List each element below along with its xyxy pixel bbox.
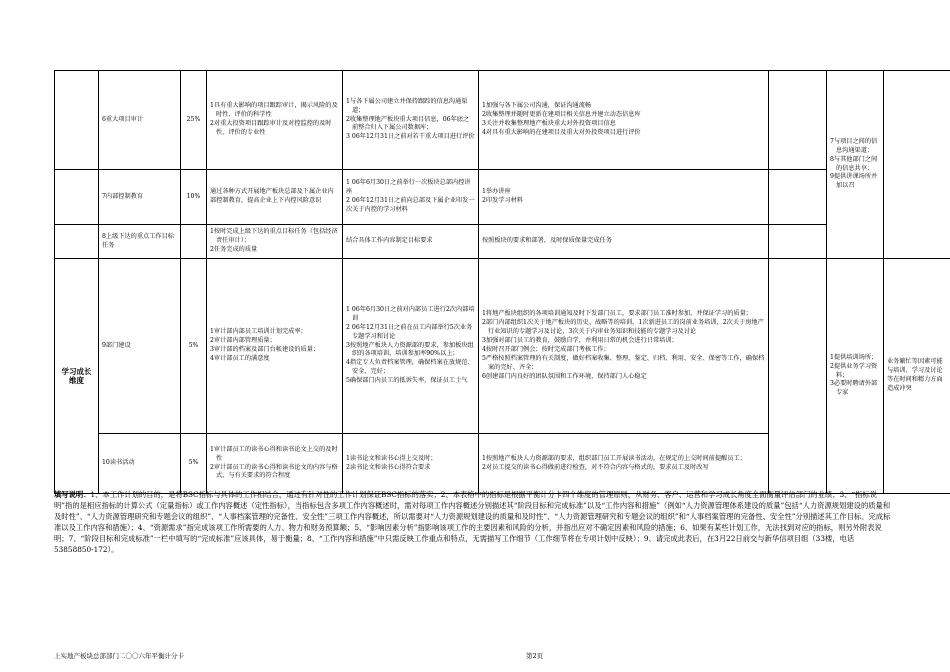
steps-cell: 1加强与各下属公司沟通，保证沟通流畅 2收集整理并随时更新在建项目相关信息并建立动态信息库 3关注并收集整理地产板块重大对外投资项目信息 4对具有重大影响的在建项目及重大对外投资项目进行评价 — [479, 71, 769, 170]
content-cell: 1 06年6月30日之前举行一次板块总部内控讲座 2 06年12月31日之前向总部及下属企业印发一次关于内控的学习材料 — [343, 170, 479, 225]
weight-cell: 25% — [181, 71, 207, 170]
target-cell: 通过各种方式开展地产板块总部及下属企业内部控制教育，提高企业上下内控风险意识 — [207, 170, 343, 225]
footer-title: 上实地产板块总部部门二〇〇六年平衡计分卡 — [54, 652, 184, 660]
empty-cell — [769, 259, 827, 494]
item-cell: 7内部控制教育 — [99, 170, 181, 225]
table-row — [55, 170, 950, 225]
table-row — [55, 71, 950, 170]
weight-cell: 5% — [181, 259, 207, 434]
content-cell: 结合具体工作内容制定目标要求 — [343, 225, 479, 259]
resource-cell: 1提供培训场所； 2提供业务学习资料； 3必要时聘请外部专家 — [827, 259, 884, 494]
bsc-table — [54, 70, 950, 494]
content-cell: 1读书论文和读书心得上交及时； 2读书论文和读书心得符合要求 — [343, 434, 479, 494]
dimension-cell — [55, 170, 99, 225]
page-number: 第2页 — [526, 652, 544, 660]
instructions-text: 1、本工作计划的目的，是将BSC指标与具体的工作相结合，通过有针对性的工作计划保证BSC指标的落实；2、本表格中的指标是根据平衡计分卡四个维度的管理原则，从财务、客户、运营和学习成长角度全面衡量评估部门的业绩；3、“指标说明”指的是相应指标的计算公式（定量指标）或工作内容概述（定性指标），当指标包含多项工作内容概述时，需对每项工作内容概述分别描述其“阶段目标和完成标准”以及“工作内容和措施”（例如“人力资源管理体系建设的质量”包括“人力资源规划建设的质量和及时性”、“人力资源管理研究和专题会议的组织”、“人事档案管理的完备性、安全性”三项工作内容概述，所以需要对“人力资源规划建设的质量和及时性”、“人力资源管理研究和专题会议的组织”和“人事档案管理的完备性、安全性”分别描述其工作目标、完成标准以及工作内容和措施）；4、“资源需求”指完成该项工作所需要的人力、物力和财务预算额；5、“影响因素分析”指影响该项工作的主要因素和风险的分析，并指出应对不确定因素和风险的措施；6、如果有某些计划工作，无法找到对应的指标，则另外附表说明；7、“阶段目标和完成标准”一栏中填写的“完成标准”应该具体，易于衡量；8、“工作内容和措施”中只需反映工作重点和特点，无需描写工作细节（工作细节将在专项计划中反映）；9、请完成此表后，在3月22日前交与新华信项目组（33楼，电话53858850-172）。 — [54, 490, 891, 554]
risk-cell — [884, 71, 950, 259]
dimension-cell — [55, 71, 99, 170]
empty-cell — [769, 170, 827, 225]
item-cell: 8上级下达的重点工作目标任务 — [99, 225, 181, 259]
dimension-label: 学习成长维度 — [55, 259, 99, 494]
steps-cell: 1将地产板块组织的各项培训通知及时下发部门员工，要求部门员工准时参加，并保证学习的质量； 2部门内部组织1次关于地产板块的历史、战略等的培训，1次新进员工的岗前业务培训，2次关于房地产行业知识的专题学习及讨论，3次关于内审业务知识和技能的专题学习及讨论 3加强对部门员工的教育，鼓励自学，并利用日常的机会进行日常培训； 4按时召开部门例会；按时完成部门考核工作； 5严格按照档案管理的有关制度，做好档案收集、整理、鉴定、归档、利用、安全、保密等工作，确保档案的完好、齐全； 6创建部门内良好的团队氛围和工作环境，保持部门人心稳定 — [479, 259, 769, 434]
target-cell: 1按时完成上级下达的重点目标任务（包括经济责任审计）； 2任务完成的质量 — [207, 225, 343, 259]
weight-cell: 10% — [181, 170, 207, 225]
risk-cell: 业务繁忙等因素可能与培训、学习及讨论等在时间和精力方面造成冲突 — [884, 259, 950, 494]
content-cell: 1与各下属公司建立并保持跟踪的信息沟通渠道； 2收集整理地产板块重大项目信息，06年底之前整合归入下属公司数据库； 3 06年12月31日之前对若干重大项目进行评价 — [343, 71, 479, 170]
table-row — [55, 225, 950, 259]
dimension-cell — [55, 225, 99, 259]
weight-cell: 5% — [181, 434, 207, 494]
content-cell: 1 06年6月30日之前对内部员工进行2次内部培训 2 06年12月31日之前在员工内部举行5次业务专题学习和讨论 3按照地产板块人力资源部的要求，参加板块组织的各项培训，培训参加率90%以上； 4指定专人负责档案管理，确保档案在放规范、安全、完好； 5确保部门内员工的抵诉失率，保证员工士气 — [343, 259, 479, 434]
instructions — [54, 490, 893, 556]
weight-cell — [181, 225, 207, 259]
resource-cell: 7与项目之间的信息沟通渠道； 8与其他部门之间的信息共享； 9提供讲课场所并加以召 — [827, 71, 884, 259]
table-row — [55, 259, 950, 434]
instructions-label: 填写说明： — [54, 490, 91, 499]
target-cell: 1审计部内部员工培训计划完成率； 2审计部内部管理质量； 3审计部的档案及部门台帐建设的质量； 4审计部员工的满意度 — [207, 259, 343, 434]
steps-cell: 按照板块的要求和部署，及时保质保量完成任务 — [479, 225, 769, 259]
item-cell: 6重大项目审计 — [99, 71, 181, 170]
empty-cell — [769, 71, 827, 170]
steps-cell: 1举办讲座 2印发学习材料 — [479, 170, 769, 225]
target-cell: 1具有重大影响的项目跟踪审计，揭示风险的及时性、评价的科学性 2对重大投资项目跟踪审计及对控监控的及时性、评价的专业性 — [207, 71, 343, 170]
empty-cell — [769, 225, 827, 259]
target-cell: 1审计部员工的读书心得和读书论文上交的及时性 2审计部员工的读书心得和读书论文的内容与格式，与有关要求的符合程度 — [207, 434, 343, 494]
item-cell: 10读书活动 — [99, 434, 181, 494]
item-cell: 9部门建设 — [99, 259, 181, 434]
steps-cell: 1按照地产板块人力资源部的要求，组织部门员工开展读书活动，在规定的上交时间前提醒员工； 2对员工提交的读书心得做前进行检查，对不符合内容与格式的，要求员工及时改写 — [479, 434, 769, 494]
